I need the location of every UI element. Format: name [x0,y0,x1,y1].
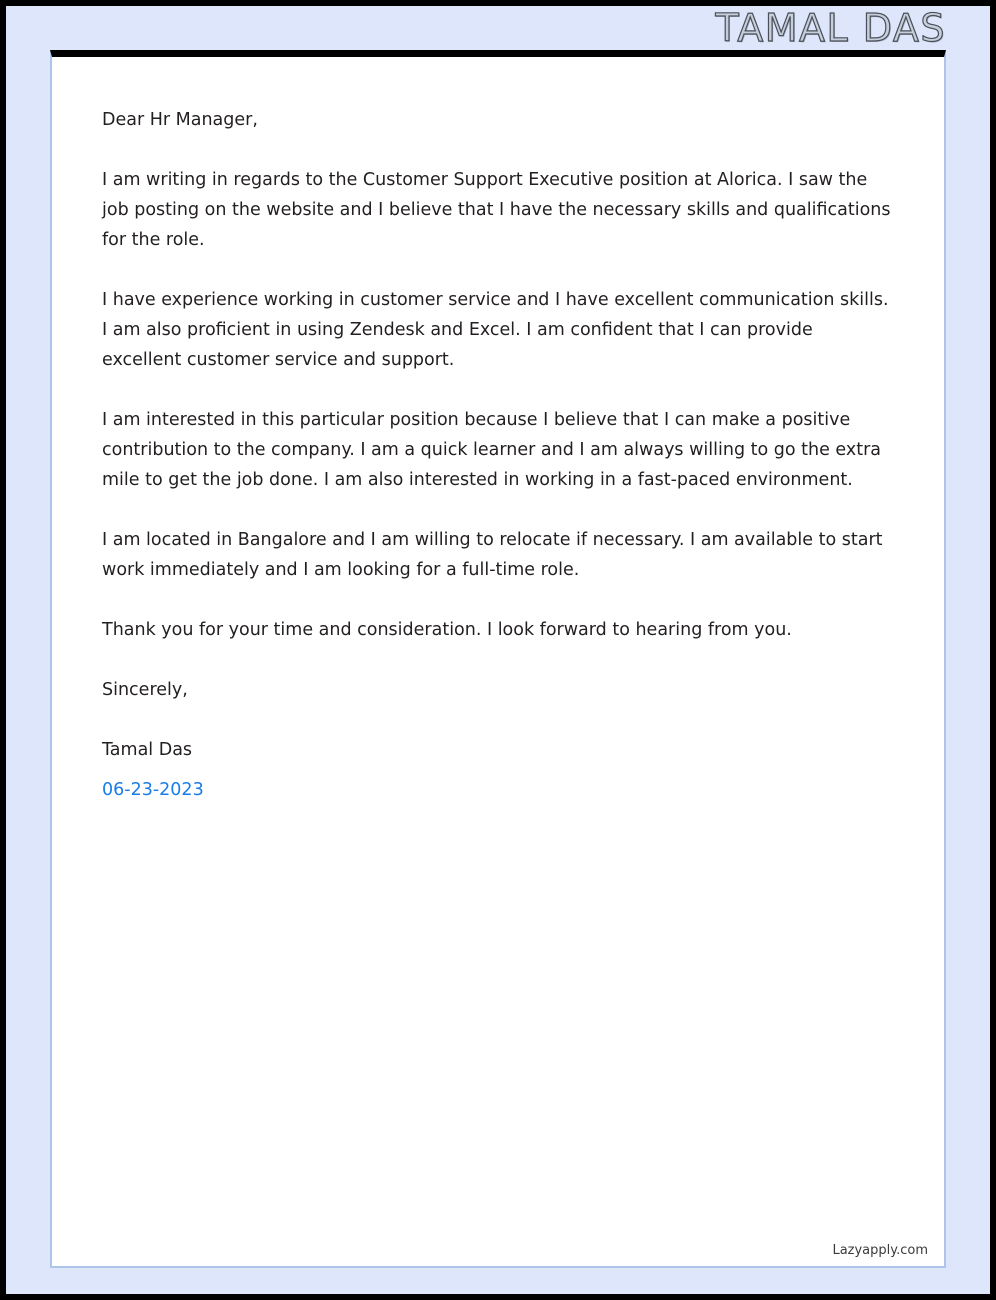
document-header-band [6,6,990,50]
letter-page [50,50,946,1268]
letter-paragraph-3: I am interested in this particular position because I believe that I can make a positive contribution to the company. I am a quick learner and I am always willing to go the extra mile to get the job done. I am also interested in working in a fast-paced environment. [102,410,882,490]
letter-salutation: Dear Hr Manager, [102,110,258,130]
letter-page-inner [52,57,944,1266]
letter-sign-off: Sincerely, [102,680,188,700]
letter-thank-you: Thank you for your time and consideration. I look forward to hearing from you. [102,620,792,640]
letter-body [102,105,894,805]
document-canvas [6,6,990,1294]
applicant-name-heading: TAMAL DAS [715,6,946,50]
letter-paragraph-2: I have experience working in customer service and I have excellent communication skills. I am also proficient in using Zendesk and Excel. I am confident that I can provide excellent customer service and support. [102,290,889,370]
letter-paragraph-4: I am located in Bangalore and I am willing to relocate if necessary. I am available to start work immediately and I am looking for a full-time role. [102,530,883,580]
letter-paragraph-1: I am writing in regards to the Customer Support Executive position at Alorica. I saw the job posting on the website and I believe that I have the necessary skills and qualifications for the role. [102,170,891,250]
letter-date: 06-23-2023 [102,780,204,800]
letter-signature-name: Tamal Das [102,740,193,760]
footer-watermark: Lazyapply.com [832,1243,928,1258]
